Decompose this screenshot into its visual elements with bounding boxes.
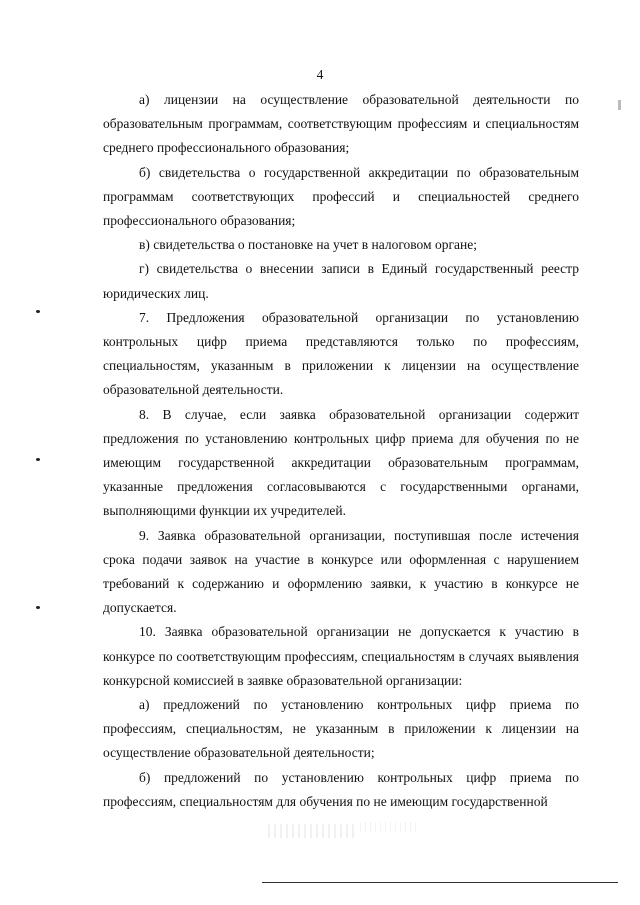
document-body	[103, 88, 579, 814]
scan-edge-mark	[618, 100, 621, 110]
paragraph-item-7: 7. Предложения образовательной организации по установлению контрольных цифр приема представляются только по профессиям, специальностям, указанным в приложении к лицензии на осуществление образовательной деятельности.	[103, 309, 579, 398]
bottom-rule-line	[262, 882, 618, 883]
paragraph-license: а) лицензии на осуществление образовательной деятельности по образовательным программам, соответствующим профессиям и специальностям среднего профессионального образования;	[103, 92, 579, 156]
paragraph-item-9: 9. Заявка образовательной организации, поступившая после истечения срока подачи заявок на участие в конкурсе или оформленная с нарушением требований к содержанию и оформлению заявки, к участию в конкурсе не допускается.	[103, 527, 579, 616]
paragraph-item-10b: б) предложений по установлению контрольных цифр приема по профессиям, специальностям для обучения по не имеющим государственной	[103, 769, 579, 809]
paragraph-tax-registration: в) свидетельства о постановке на учет в налоговом органе;	[139, 237, 477, 253]
scan-noise	[268, 824, 358, 838]
scan-noise	[360, 822, 420, 832]
scan-speck-mark	[36, 310, 40, 313]
page-number: 4	[316, 67, 324, 82]
paragraph-state-register: г) свидетельства о внесении записи в Единый государственный реестр юридических лиц.	[103, 261, 579, 301]
paragraph-item-8: 8. В случае, если заявка образовательной организации содержит предложения по установлению контрольных цифр приема для обучения по не имеющим государственной аккредитации образовательным программам, указанные предложения согласовываются с государственными органами, выполняющими функции их учредителей.	[103, 406, 579, 519]
scan-speck-mark	[36, 606, 40, 609]
paragraph-item-10a: а) предложений по установлению контрольных цифр приема по профессиям, специальностям, не указанным в приложении к лицензии на осуществление образовательной деятельности;	[103, 697, 579, 761]
paragraph-item-10: 10. Заявка образовательной организации не допускается к участию в конкурсе по соответствующим профессиям, специальностям в случаях выявления конкурсной комиссией в заявке образовательной организации:	[103, 624, 579, 688]
scan-speck-mark	[36, 458, 40, 461]
paragraph-accreditation-certificate: б) свидетельства о государственной аккредитации по образовательным программам соответствующих профессий и специальностей среднего профессионального образования;	[103, 164, 579, 229]
